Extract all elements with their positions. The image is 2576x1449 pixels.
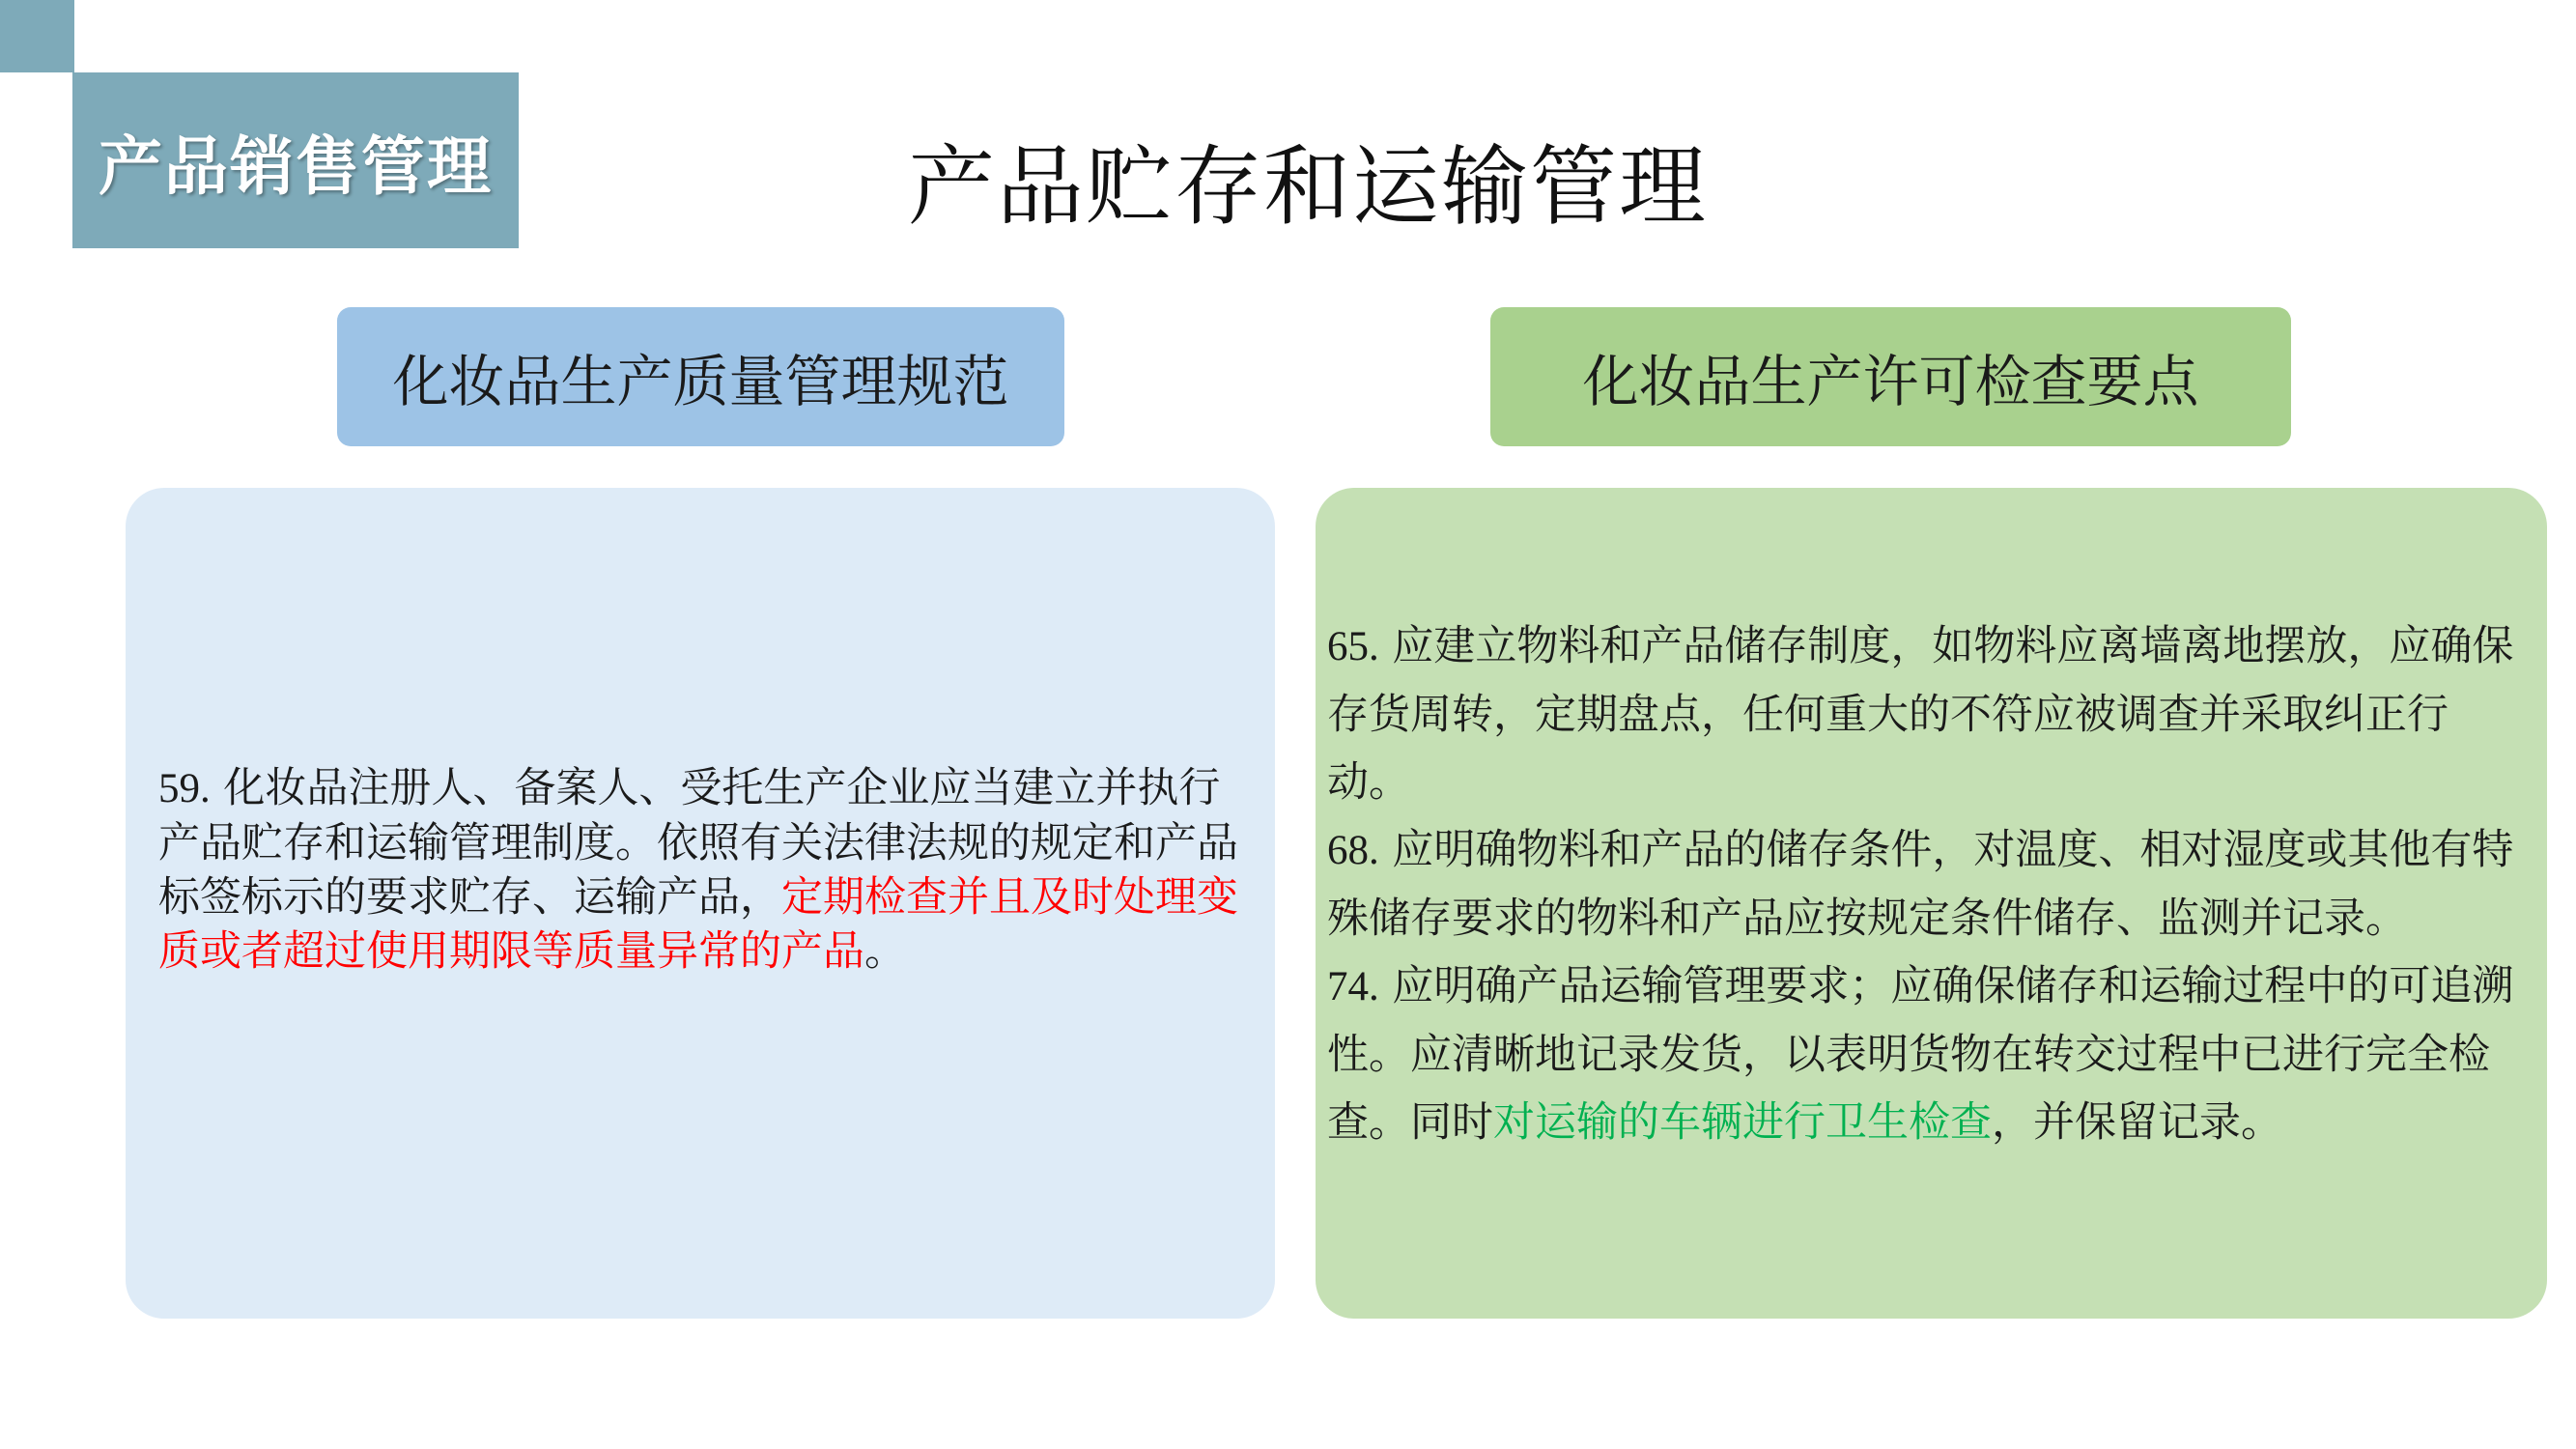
clause-number: 68. [1327,827,1379,873]
clause-text: 应明确物料和产品的储存条件，对温度、相对湿度或其他有特殊储存要求的物料和产品应按规定条件储存、监测并记录。 [1327,825,2514,943]
clause-text: 应明确产品运输管理要求；应确保储存和运输过程中的可追溯性。应清晰地记录发货，以表明货物在转交过程中已进行完全检查。同时 [1327,961,2514,1147]
clause-highlight: 对运输的车辆进行卫生检查 [1493,1097,1992,1147]
clause-74 [1327,952,2528,1156]
right-column-header: 化妆品生产许可检查要点 [1490,307,2291,446]
clause-highlight: 定期检查并且及时处理变质或者超过使用期限等质量异常的产品 [158,872,1238,976]
clause-number: 59. [158,765,211,811]
clause-end: 。 [864,926,906,976]
left-content-panel [126,488,1275,1319]
clause-text: 应建立物料和产品储存制度，如物料应离墙离地摆放，应确保存货周转，定期盘点，任何重大的不符应被调查并采取纠正行动。 [1327,621,2514,807]
clause-end: ，并保留记录。 [1992,1097,2282,1147]
page-title: 产品贮存和运输管理 [908,136,1708,238]
left-column-header: 化妆品生产质量管理规范 [337,307,1064,446]
section-tab [72,72,519,248]
section-tab-label: 产品销售管理 [99,128,493,204]
corner-decoration [0,0,74,72]
clause-text: 化妆品注册人、备案人、受托生产企业应当建立并执行产品贮存和运输管理制度。依照有关法律法规的规定和产品标签标示的要求贮存、运输产品， [158,763,1238,922]
clause-number: 74. [1327,963,1379,1009]
clause-59 [158,761,1238,979]
right-content-panel [1316,488,2547,1319]
clause-68 [1327,816,2528,952]
clause-number: 65. [1327,623,1379,669]
clause-65 [1327,612,2528,816]
